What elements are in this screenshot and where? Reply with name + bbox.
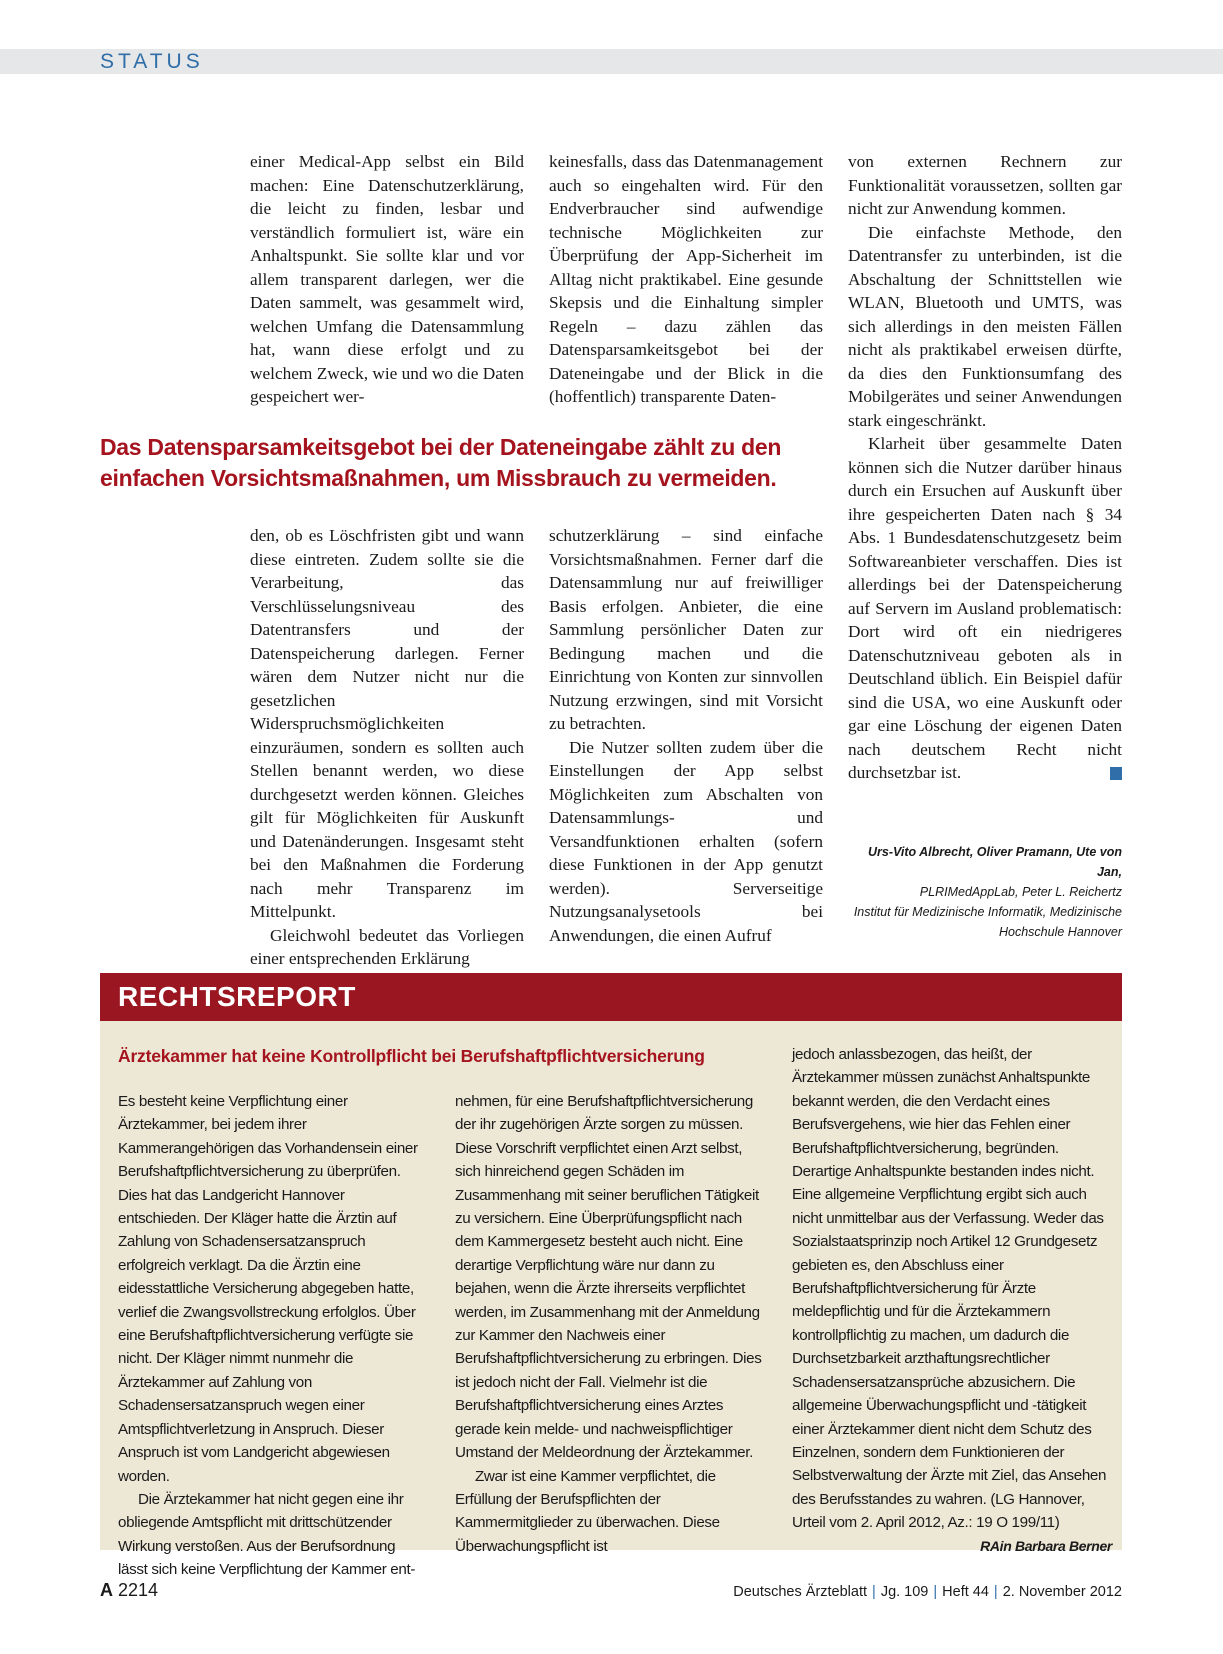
pull-quote: Das Datensparsamkeitsgebot bei der Dateneingabe zählt zu den einfachen Vorsichtsmaßnahmen, um Missbrauch zu vermeiden. [100,434,782,491]
paragraph: Die Ärztekammer hat nicht gegen eine ihr obliegende Amtspflicht mit drittschützender Wirkung verstoßen. Aus der Berufsordnung lässt sich keine Verpflichtung der Kammer ent- [118,1490,416,1579]
author-affiliation: Hochschule Hannover [999,925,1122,939]
page-letter: A [100,1580,113,1600]
rechtsreport-column-2 [455,1090,771,1558]
section-label: STATUS [100,50,204,73]
page-number [100,1580,158,1601]
article-top-column-1 [250,150,524,409]
paragraph-text: jedoch anlassbezogen, das heißt, der Ärztekammer müssen zunächst Anhaltspunkte bekannt werden, die den Verdacht eines Berufsvergehens, wie hier das Fehlen einer Berufshaftpflichtversicherung, begründen. Derartige Anhaltspunkte bestanden indes nicht. Eine allgemeine Verpflichtung ergibt sich auch nicht unmittelbar aus der Verfassung. Weder das Sozialstaatsprinzip noch Artikel 12 Grundgesetz gebieten es, den Abschluss einer Berufshaftpflichtversicherung für Ärzte meldepflichtig und für die Ärztekammern kontrollpflichtig zu machen, um dadurch die Durchsetzbarkeit arzthaftungsrechtlicher Schadensersatzansprüche abzusichern. Die allgemeine Überwachungspflicht und -tätigkeit einer Ärztekammer dient nicht dem Schutz des Einzelnen, sondern dem Funktionieren der Selbstverwaltung der Ärzte mit Ziel, das Ansehen des Berufsstandes zu wahren. (LG Hannover, Urteil vom 2. April 2012, Az.: 19 O 199/11) [792,1046,1107,1532]
page-number-value: 2214 [118,1580,159,1600]
journal-info [733,1584,1122,1600]
paragraph: Gleichwohl bedeutet das Vorliegen einer entsprechenden Erklärung [250,925,524,968]
author-affiliation: PLRIMedAppLab, Peter L. Reichertz [919,885,1122,899]
journal-name: Deutsches Ärzteblatt [733,1584,868,1600]
paragraph: nehmen, für eine Berufshaftpflichtversicherung der ihr zugehörigen Ärzte sorgen zu müssen. Diese Vorschrift verpflichtet einen Arzt selbst, sich hinreichend gegen Schäden im Zusammenhang mit seiner beruflichen Tätigkeit zu versichern. Eine Überprüfungspflicht nach dem Kammergesetz besteht auch nicht. Eine derartige Verpflichtung wäre nur dann zu bejahen, wenn die Ärzte ihrerseits verpflichtet werden, im Zusammenhang mit der Anmeldung zur Kammer den Nachweis einer Berufshaftpflichtversicherung zu erbringen. Dies ist jedoch nicht der Fall. Vielmehr ist die Berufshaftpflichtversicherung eines Arztes gerade kein melde- und nachweispflichtiger Umstand der Meldeordnung der Ärztekammer. [455,1093,762,1462]
end-mark-icon [1110,767,1122,780]
article-column-3 [848,150,1122,785]
rechtsreport-column-3 [792,1043,1112,1558]
paragraph: Die einfachste Methode, den Datentransfer zu unterbinden, ist die Abschaltung der Schnittstellen wie WLAN, Bluetooth und UMTS, was sich allerdings in den meisten Fällen nicht als praktikabel erweisen dürfte, da dies den Funktionsumfang des Mobilgerätes und seiner Anwendungen stark eingeschränkt. [848,222,1122,430]
rechtsreport-headline: Ärztekammer hat keine Kontrollpflicht bei Berufshaftpflichtversicherung [118,1046,705,1066]
paragraph: von externen Rechnern zur Funktionalität voraussetzen, sollten gar nicht zur Anwendung kommen. [848,152,1122,218]
rechtsreport-column-1 [118,1090,428,1582]
paragraph: den, ob es Löschfristen gibt und wann diese eintreten. Zudem sollte sie die Verarbeitung, das Verschlüsselungsniveau des Datentransfers und der Datenspeicherung darlegen. Ferner wären dem Nutzer nicht nur die gesetzlichen Widerspruchsmöglichkeiten einzuräumen, sondern es sollten auch Stellen benannt werden, wo diese durchgesetzt werden können. Gleiches gilt für Möglichkeiten für Auskunft und Datenänderungen. Insgesamt steht bei den Maßnahmen die Forderung nach mehr Transparenz im Mittelpunkt. [250,526,524,921]
paragraph [792,1043,1112,1554]
rechtsreport-title: RECHTSREPORT [118,981,356,1012]
paragraph: keinesfalls, dass das Datenmanagement auch so eingehalten wird. Für den Endverbraucher sind aufwendige technische Möglichkeiten zur Überprüfung der App-Sicherheit im Alltag nicht praktikabel. Eine gesunde Skepsis und die Einhaltung simpler Regeln – dazu zählen das Datensparsamkeitsgebot bei der Dateneingabe und der Blick in die (hoffentlich) transparente Daten- [549,152,823,406]
rechtsreport-author: RAin Barbara Berner [980,1537,1112,1554]
article-bottom-column-2 [549,524,823,947]
journal-issue: Heft 44 [942,1584,989,1600]
paragraph [848,432,1122,785]
separator: | [993,1584,998,1600]
paragraph-text: Klarheit über gesammelte Daten können sich die Nutzer darüber hinaus durch ein Ersuchen auf Auskunft über ihre gespeicherten Daten nach § 34 Abs. 1 Bundesdatenschutzgesetz beim Softwareanbieter verschaffen. Dies ist allerdings bei der Datenspeicherung auf Servern im Ausland problematisch: Dort wird oft ein niedrigeres Datenschutzniveau geboten als in Deutschland üblich. Ein Beispiel dafür sind die USA, wo eine Auskunft oder gar eine Löschung der eigenen Daten nach deutschem Recht nicht durchsetzbar ist. [848,434,1122,782]
paragraph: einer Medical-App selbst ein Bild machen: Eine Datenschutzerklärung, die leicht zu finden, lesbar und verständlich formuliert ist, wäre ein Anhaltspunkt. Sie sollte klar und vor allem transparent darlegen, wer die Daten sammelt, was gesammelt wird, welchen Umfang die Datensammlung hat, wann diese erfolgt und zu welchem Zweck, wie und wo die Daten gespeichert wer- [250,152,525,406]
journal-volume: Jg. 109 [880,1584,929,1600]
author-names: Urs-Vito Albrecht, Oliver Pramann, Ute von Jan, [868,845,1122,879]
paragraph: Die Nutzer sollten zudem über die Einstellungen der App selbst Möglichkeiten zum Abschalten von Datensammlungs- und Versandfunktionen erhalten (sofern diese Funktionen in der App genutzt werden). Serverseitige Nutzungsanalysetools bei Anwendungen, die einen Aufruf [549,737,823,945]
paragraph: Es besteht keine Verpflichtung einer Ärztekammer, bei jedem ihrer Kammerangehörigen das Vorhandensein einer Berufshaftpflichtversicherung zu überprüfen. Dies hat das Landgericht Hannover entschieden. Der Kläger hatte die Ärztin auf Zahlung von Schadensersatzanspruch erfolgreich verklagt. Da die Ärztin eine eidesstattliche Versicherung abgegeben hatte, verlief die Zwangsvollstreckung erfolglos. Über eine Berufshaftpflichtversicherung verfügte sie nicht. Der Kläger nimmt nunmehr die Ärztekammer auf Zahlung von Schadensersatzanspruch wegen einer Amtspflichtverletzung in Anspruch. Dieser Anspruch ist vom Landgericht abgewiesen worden. [118,1093,418,1485]
author-credits [840,842,1122,942]
article-top-column-2 [549,150,823,409]
separator: | [933,1584,938,1600]
separator: | [872,1584,876,1600]
author-affiliation: Institut für Medizinische Informatik, Medizinische [853,905,1122,919]
article-bottom-column-1 [250,524,524,971]
paragraph: Zwar ist eine Kammer verpflichtet, die Erfüllung der Berufspflichten der Kammermitglieder zu überwachen. Diese Überwachungspflicht ist [455,1467,720,1555]
paragraph: schutzerklärung – sind einfache Vorsichtsmaßnahmen. Ferner darf die Datensammlung nur auf freiwilliger Basis erfolgen. Anbieter, die eine Sammlung persönlicher Daten zur Bedingung machen und die Einrichtung von Konten zur sinnvollen Nutzung erzwingen, sind mit Vorsicht zu betrachten. [549,526,823,733]
journal-date: 2. November 2012 [1002,1584,1122,1600]
